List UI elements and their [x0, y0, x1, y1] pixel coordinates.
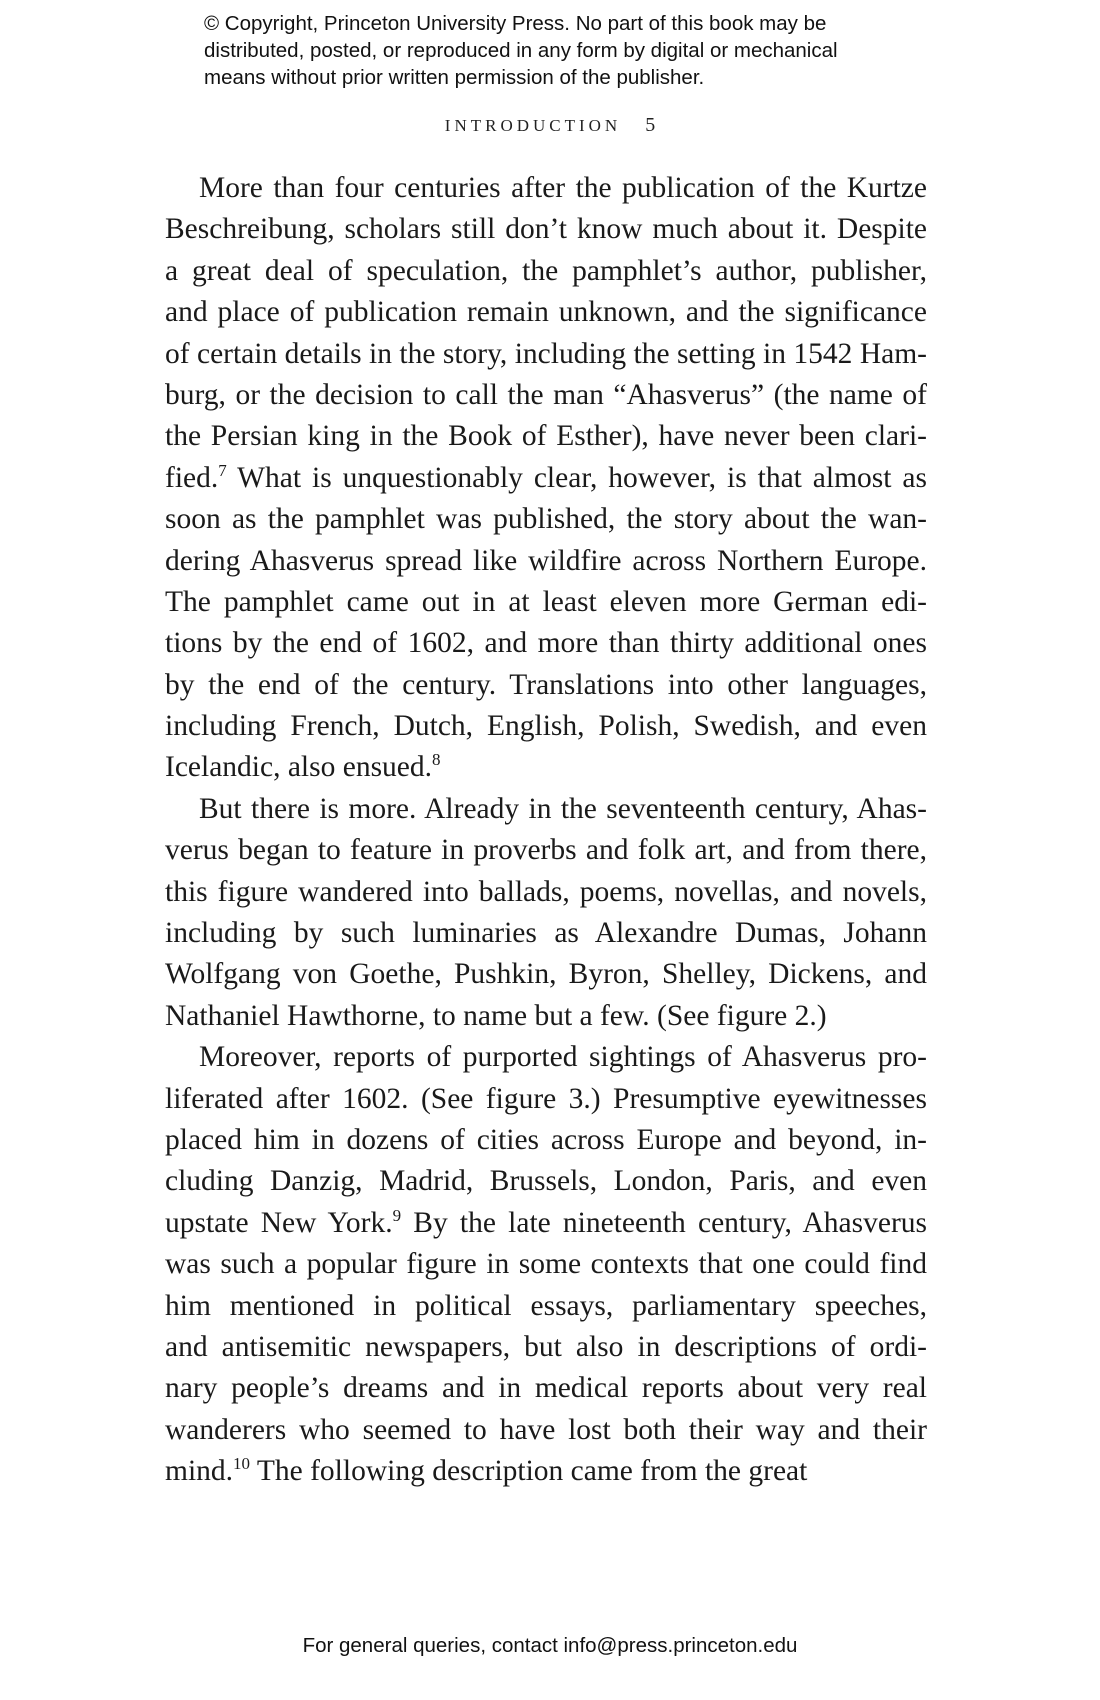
text-line: wanderers who seemed to have lost both their way and their	[165, 1413, 927, 1446]
line-text: What is unquestionably clear, however, is that almost as	[226, 461, 927, 494]
footnote-ref[interactable]: 8	[432, 750, 441, 770]
running-head	[0, 114, 1100, 137]
copyright-line: © Copyright, Princeton University Press. No part of this book may be	[204, 12, 827, 35]
text-line: liferated after 1602. (See figure 3.) Presumptive eyewitnesses	[165, 1082, 927, 1115]
footnote-ref[interactable]: 9	[392, 1205, 402, 1225]
text-line: the Persian king in the Book of Esther), have never been clari-	[165, 420, 927, 453]
paragraph	[165, 1037, 927, 1492]
text-line: nary people’s dreams and in medical reports about very real	[165, 1372, 927, 1405]
footnote-ref[interactable]: 7	[218, 460, 227, 480]
text-line: a great deal of speculation, the pamphlet’s author, publisher,	[165, 254, 927, 287]
copyright-line: means without prior written permission of the publisher.	[204, 66, 705, 89]
line-text: Icelandic, also ensued.	[165, 751, 433, 784]
text-line: and antisemitic newspapers, but also in descriptions of ordi-	[165, 1330, 927, 1363]
text-line: More than four centuries after the publication of the Kurtze	[199, 172, 927, 204]
page-number: 5	[645, 114, 656, 136]
text-line: soon as the pamphlet was published, the story about the wan-	[165, 503, 927, 536]
body-text	[165, 168, 927, 1493]
paragraph	[165, 168, 927, 789]
text-line: of certain details in the story, including the setting in 1542 Ham-	[165, 337, 927, 370]
text-line: and place of publication remain unknown, and the significance	[165, 296, 927, 329]
copyright-line: distributed, posted, or reproduced in any form by digital or mechanical	[204, 39, 838, 62]
text-line: cluding Danzig, Madrid, Brussels, London, Paris, and even	[165, 1165, 927, 1198]
text-line	[165, 1203, 927, 1244]
line-text: By the late nineteenth century, Ahasverus	[401, 1206, 927, 1239]
line-text: mind.	[165, 1455, 234, 1488]
line-text: The following description came from the great	[250, 1455, 808, 1488]
text-line: The pamphlet came out in at least eleven more German edi-	[165, 585, 927, 618]
text-line	[165, 458, 927, 499]
footnote-ref[interactable]: 10	[233, 1454, 251, 1474]
line-text: fied.	[165, 461, 219, 494]
text-line: burg, or the decision to call the man “Ahasverus” (the name of	[165, 378, 927, 411]
text-line: was such a popular figure in some contexts that one could find	[165, 1248, 927, 1281]
text-line: this figure wandered into ballads, poems, novellas, and novels,	[165, 875, 927, 908]
text-line: dering Ahasverus spread like wildfire across Northern Europe.	[165, 544, 927, 577]
text-line: verus began to feature in proverbs and folk art, and from there,	[165, 834, 927, 867]
text-line: Beschreibung, scholars still don’t know much about it. Despite	[165, 213, 927, 246]
running-head-title: INTRODUCTION	[444, 116, 622, 135]
text-line: Nathaniel Hawthorne, to name but a few. (See figure 2.)	[165, 999, 827, 1032]
paragraph	[165, 789, 927, 1037]
text-line: including by such luminaries as Alexandre Dumas, Johann	[165, 917, 927, 950]
copyright-notice	[204, 10, 944, 91]
footer-contact: For general queries, contact info@press.princeton.edu	[302, 1634, 798, 1657]
text-line: by the end of the century. Translations into other languages,	[165, 668, 927, 701]
text-line	[165, 1451, 927, 1492]
text-line: Wolfgang von Goethe, Pushkin, Byron, Shelley, Dickens, and	[165, 958, 927, 991]
text-line: him mentioned in political essays, parliamentary speeches,	[165, 1289, 927, 1322]
text-line	[165, 747, 927, 788]
text-line: Moreover, reports of purported sightings of Ahasverus pro-	[199, 1041, 927, 1074]
text-line: tions by the end of 1602, and more than thirty additional ones	[165, 627, 927, 660]
text-line: including French, Dutch, English, Polish, Swedish, and even	[165, 710, 927, 743]
line-text: upstate New York.	[165, 1206, 393, 1239]
text-line: But there is more. Already in the seventeenth century, Ahas-	[199, 792, 927, 825]
text-line: placed him in dozens of cities across Europe and beyond, in-	[165, 1123, 927, 1156]
